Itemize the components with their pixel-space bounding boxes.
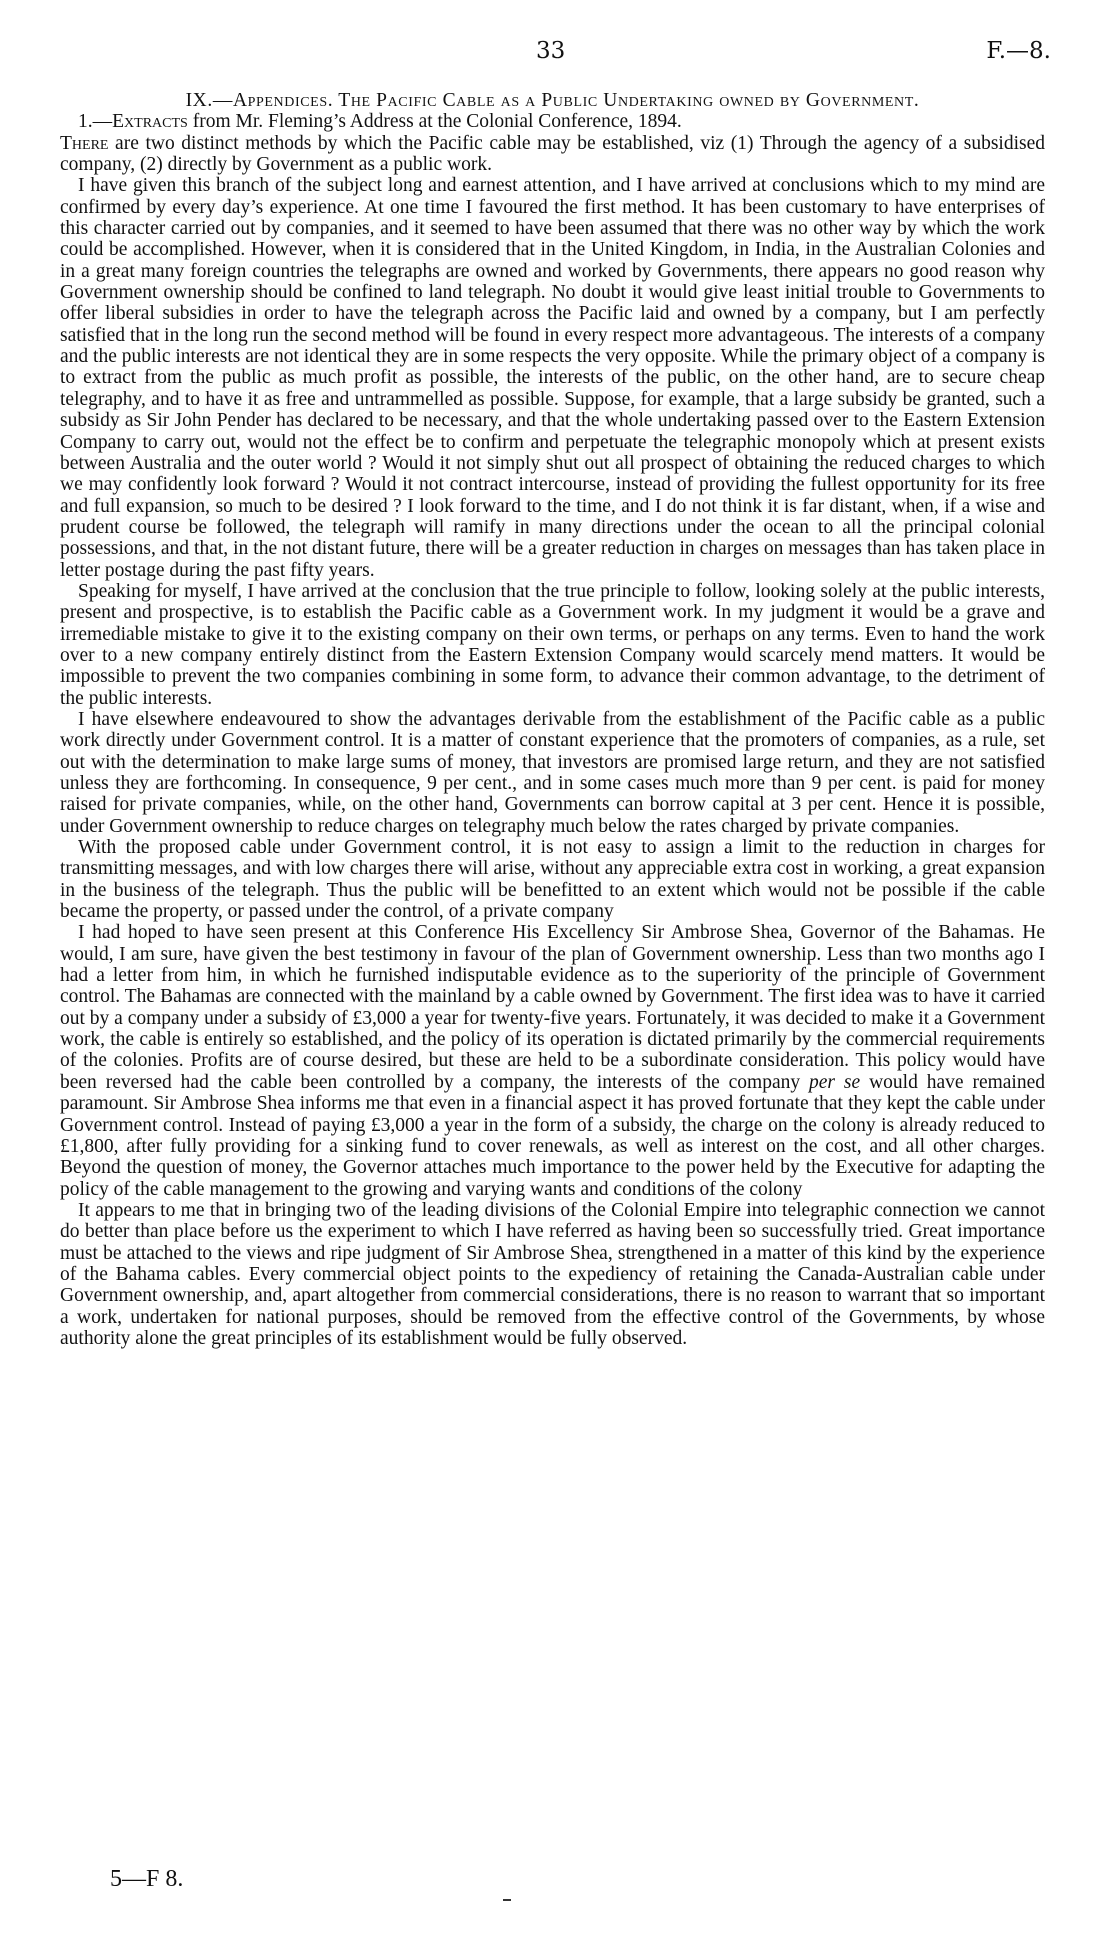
paragraph-6-part-1: I had hoped to have seen present at this Conference His Excellency Sir Ambrose Shea, Governor of the Bahamas. He would, I am sure, have given the best testimony in favour of the plan of Government ownership. Less than two months ago I had a letter from him, in which he furnished indisputable evidence as to the superiority of the principle of Government control. The Bahamas are connected with the mainland by a cable owned by Government. The first idea was to have it carried out by a company under a subsidy of £3,000 a year for twenty-five years. Fortunately, it was decided to make it a Government work, the cable is entirely so established, and the policy of its operation is dictated primarily by the commercial requirements of the colonies. Profits are of course desired, but these are held to be a subordinate consideration. This policy would have been reversed had the cable been controlled by a company, the interests of the company bbox=[60, 922, 1045, 1093]
paragraph-6-italic: per se bbox=[809, 1071, 861, 1093]
paragraph-3: Speaking for myself, I have arrived at the conclusion that the true principle to follow, looking solely at the public interests, present and prospective, is to establish the Pacific cable as a Government work. In my judgment it would be a grave and irremediable mistake to give it to the existing company on their own terms, or perhaps on any terms. Even to hand the work over to a new company entirely distinct from the Eastern Extension Company would scarcely mend matters. It would be impossible to prevent the two companies combining in some form, to advance their common advantage, to the detriment of the public interests. bbox=[60, 580, 1045, 709]
paragraph-6-part-2: would have remained paramount. Sir Ambrose Shea informs me that even in a financial aspect it has proved fortunate that they kept the cable under Government control. Instead of paying £3,000 a year in the form of a subsidy, the charge on the colony is already reduced to £1,800, after fully providing for a sinking fund to cover renewals, as well as interest on the cost, and all other charges. Beyond the question of money, the Governor attaches much importance to the power held by the Executive for adapting the policy of the cable management to the growing and varying wants and conditions of the colony bbox=[60, 1071, 1045, 1200]
sub-heading bbox=[60, 111, 1045, 132]
paragraph-2: I have given this branch of the subject long and earnest attention, and I have arrived at conclusions which to my mind are confirmed by every day’s experience. At one time I favoured the first method. It has been customary to have enterprises of this character carried out by companies, and it seemed to have been assumed that there was no other way by which the work could be accomplished. However, when it is considered that in the United Kingdom, in India, in the Australian Colonies and in a great many foreign countries the telegraphs are owned and worked by Governments, there appears no good reason why Government ownership should be confined to land telegraph. No doubt it would give least initial trouble to Governments to offer liberal subsidies in order to have the telegraph across the Pacific laid and owned by a company, but I am perfectly satisfied that in the long run the second method will be found in every respect more advantageous. The interests of a company and the public interests are not identical they are in some respects the very opposite. While the primary object of a company is to extract from the public as much profit as possible, the interests of the public, on the other hand, are to secure cheap telegraphy, and to have it as free and untrammelled as possible. Suppose, for example, that a large subsidy be granted, such a subsidy as Sir John Pender has declared to be necessary, and that the whole undertaking passed over to the Eastern Extension Company to carry out, would not the effect be to confirm and perpetuate the telegraphic monopoly which at present exists between Australia and the outer world ? Would it not simply shut out all prospect of obtaining the reduced charges to which we may confidently look forward ? Would it not contract intercourse, instead of providing the fullest opportunity for its free and full expansion, so much to be desired ? I look forward to the time, and I do not think it is far distant, when, if a wise and prudent course be followed, the telegraph will ramify in many directions under the ocean to all the principal colonial possessions, and that, in the not distant future, there will be a greater reduction in charges on messages than has taken place in letter postage during the past fifty years. bbox=[60, 175, 1045, 581]
paragraph-7: It appears to me that in bringing two of the leading divisions of the Colonial Empire into telegraphic connection we cannot do better than place before us the experiment to which I have referred as having been so successfully tried. Great importance must be attached to the views and ripe judgment of Sir Ambrose Shea, strengthened in a matter of this kind by the experience of the Bahama cables. Every commercial object points to the expediency of retaining the Canada-Australian cable under Government ownership, and, apart altogether from commercial considerations, there is no reason to warrant that so important a work, undertaken for national purposes, should be removed from the effective control of the Governments, by whose authority alone the great principles of its establishment would be fully observed. bbox=[60, 1199, 1045, 1349]
body-text bbox=[60, 90, 1045, 1349]
footer-dash-mark bbox=[503, 1899, 511, 1901]
paragraph-1-lead: There bbox=[60, 132, 109, 154]
section-heading: IX.—Appendices. The Pacific Cable as a Public Undertaking owned by Government. bbox=[185, 90, 920, 111]
page-number: 33 bbox=[536, 38, 566, 64]
page-header bbox=[0, 38, 1114, 68]
sub-heading-rest: from Mr. Fleming’s Address at the Colonial Conference, 1894. bbox=[187, 111, 682, 133]
paragraph-1 bbox=[60, 133, 1045, 176]
paragraph-6 bbox=[60, 922, 1045, 1199]
paragraph-4: I have elsewhere endeavoured to show the advantages derivable from the establishment of the Pacific cable as a public work directly under Government control. It is a matter of constant experience that the promoters of companies, as a rule, set out with the determination to make large sums of money, that investors are promised large return, and they are not satisfied unless they are forthcoming. In consequence, 9 per cent., and in some cases much more than 9 per cent. is paid for money raised for private companies, while, on the other hand, Governments can borrow capital at 3 per cent. Hence it is possible, under Government ownership to reduce charges on telegraphy much below the rates charged by private companies. bbox=[60, 708, 1045, 837]
sub-heading-prefix: 1.—Extracts bbox=[78, 111, 188, 133]
printer-reference: 5—F 8. bbox=[110, 1866, 184, 1892]
paper-reference: F.—8. bbox=[986, 38, 1051, 64]
paragraph-1-rest: are two distinct methods by which the Pacific cable may be established, viz (1) Through the agency of a subsidised company, (2) directly by Government as a public work. bbox=[60, 132, 1045, 176]
paragraph-5: With the proposed cable under Government control, it is not easy to assign a limit to the reduction in charges for transmitting messages, and with low charges there will arise, without any appreciable extra cost in working, a great expansion in the business of the telegraph. Thus the public will be benefitted to an extent which would not be possible if the cable became the property, or passed under the control, of a private company bbox=[60, 837, 1045, 923]
